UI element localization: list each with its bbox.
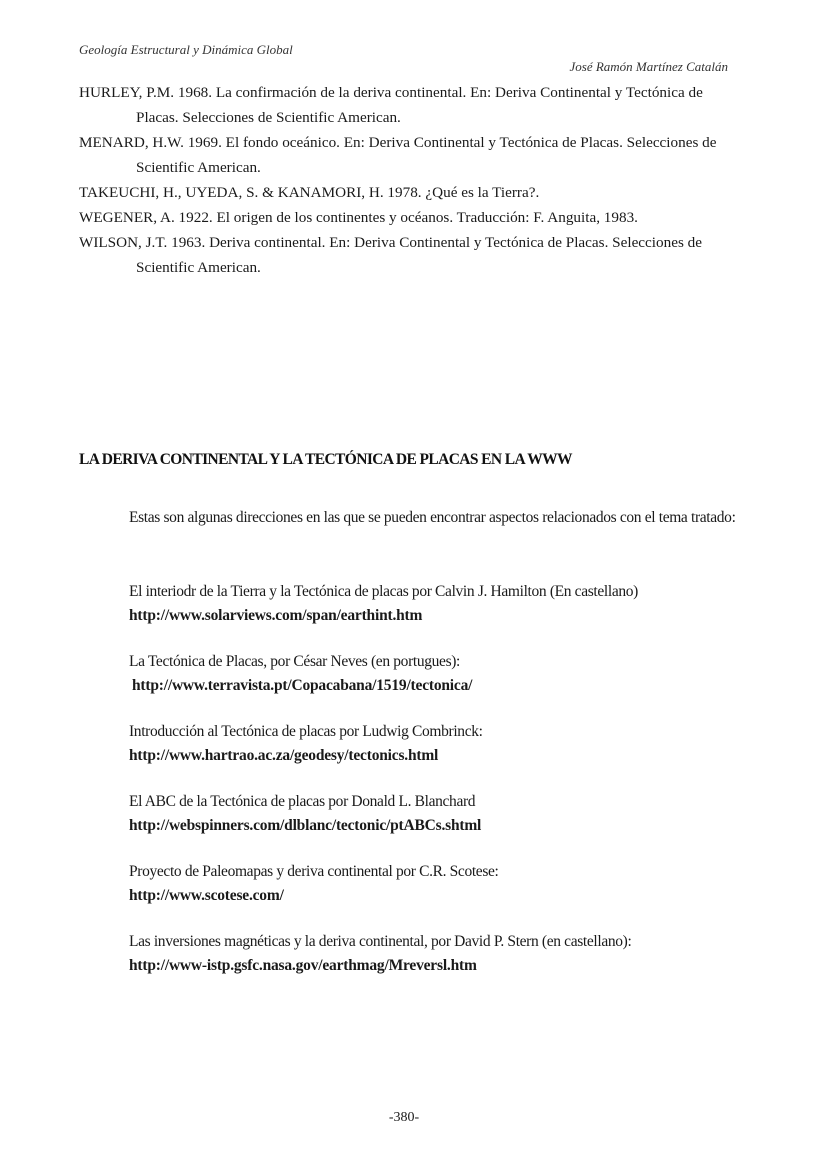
link-url[interactable]: http://www-istp.gsfc.nasa.gov/earthmag/Mreversl.htm: [129, 957, 477, 974]
reference-item: WILSON, J.T. 1963. Deriva continental. En: Deriva Continental y Tectónica de Placas. Selecciones de Scientific American.: [79, 234, 702, 276]
reference-item: MENARD, H.W. 1969. El fondo oceánico. En: Deriva Continental y Tectónica de Placas. Selecciones de Scientific American.: [79, 134, 717, 176]
link-description: El interiodr de la Tierra y la Tectónica de placas por Calvin J. Hamilton (En castellano): [129, 583, 638, 600]
link-description: El ABC de la Tectónica de placas por Donald L. Blanchard: [129, 793, 476, 810]
link-description: Proyecto de Paleomapas y deriva continental por C.R. Scotese:: [129, 863, 499, 880]
link-description: Introducción al Tectónica de placas por Ludwig Combrinck:: [129, 723, 483, 740]
link-item: [129, 930, 749, 1000]
running-header-title: Geología Estructural y Dinámica Global: [79, 42, 293, 57]
link-list: [129, 580, 749, 1000]
link-url[interactable]: http://www.terravista.pt/Copacabana/1519/tectonica/: [132, 677, 473, 694]
link-item: [129, 580, 749, 650]
link-url[interactable]: http://www.hartrao.ac.za/geodesy/tectonics.html: [129, 747, 439, 764]
link-url[interactable]: http://www.scotese.com/: [129, 887, 284, 904]
link-url[interactable]: http://webspinners.com/dlblanc/tectonic/ptABCs.shtml: [129, 817, 482, 834]
reference-item: TAKEUCHI, H., UYEDA, S. & KANAMORI, H. 1978. ¿Qué es la Tierra?.: [79, 184, 540, 201]
reference-item: HURLEY, P.M. 1968. La confirmación de la deriva continental. En: Deriva Continental y Tectónica de Placas. Selecciones de Scientific American.: [79, 84, 703, 126]
link-item: [129, 790, 749, 860]
link-description: La Tectónica de Placas, por César Neves (en portugues):: [129, 653, 461, 670]
section-heading: LA DERIVA CONTINENTAL Y LA TECTÓNICA DE PLACAS EN LA WWW: [79, 451, 572, 468]
link-item: [129, 860, 749, 930]
section-intro: Estas son algunas direcciones en las que se pueden encontrar aspectos relacionados con el tema tratado:: [129, 509, 736, 526]
page-number: -380-: [388, 1110, 420, 1125]
link-description: Las inversiones magnéticas y la deriva continental, por David P. Stern (en castellano):: [129, 933, 632, 950]
reference-list: [79, 80, 739, 280]
link-item: [129, 650, 749, 720]
running-header-author: José Ramón Martínez Catalán: [569, 59, 728, 74]
link-url[interactable]: http://www.solarviews.com/span/earthint.htm: [129, 607, 423, 624]
reference-item: WEGENER, A. 1922. El origen de los continentes y océanos. Traducción: F. Anguita, 1983.: [79, 209, 638, 226]
link-item: [129, 720, 749, 790]
